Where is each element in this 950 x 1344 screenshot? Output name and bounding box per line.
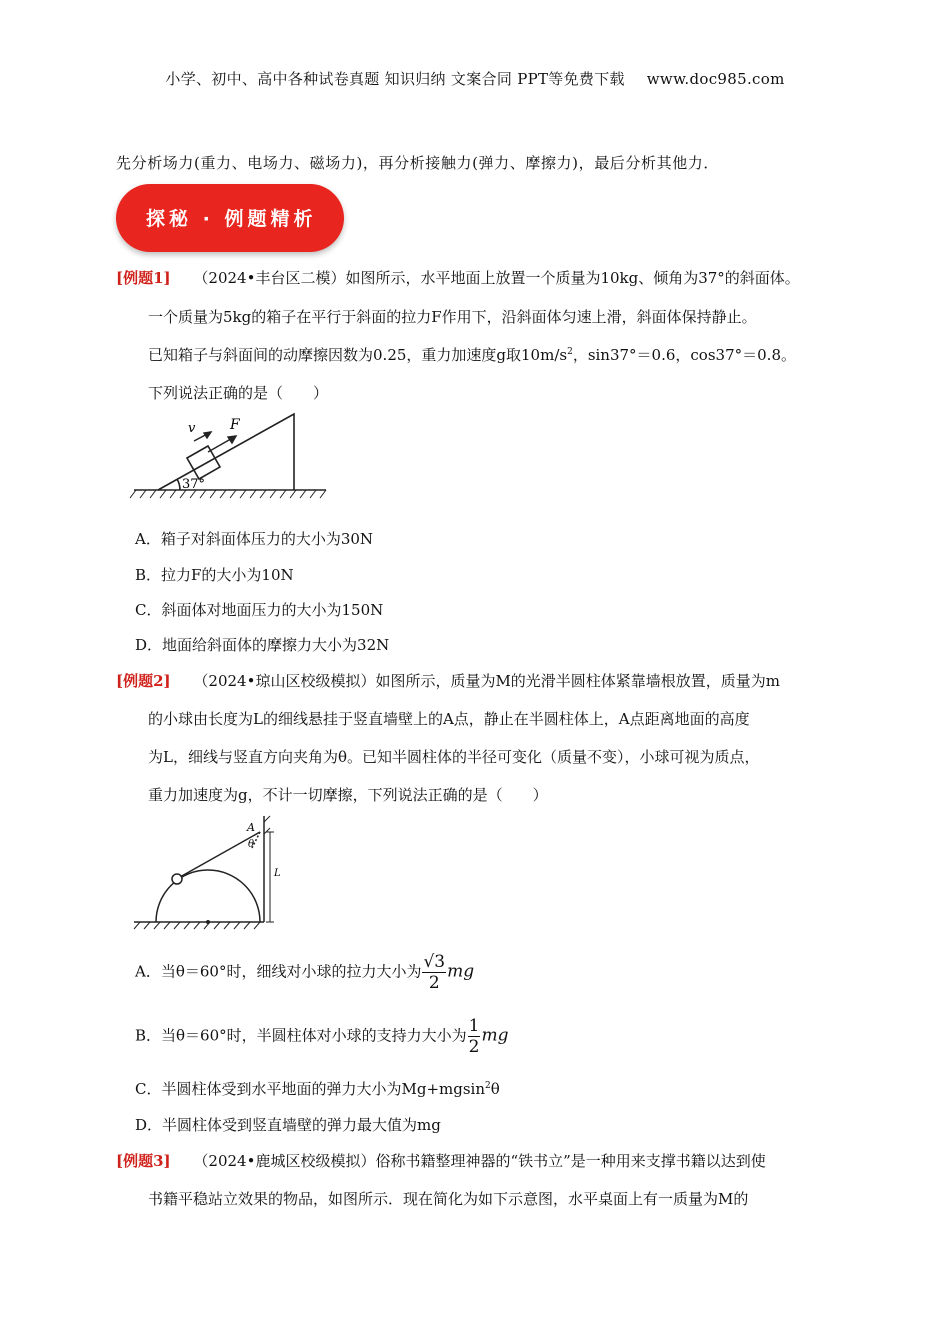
header-site-link[interactable]: www.doc985.com (646, 70, 785, 88)
theta-label: θ (248, 839, 255, 850)
example3-line1: [例题3] （2024•鹿城区校级模拟）俗称书籍整理神器的“铁书立”是一种用来支撑书籍以达到使 (116, 1152, 766, 1170)
length-label: L (274, 868, 281, 879)
example1-line2: 一个质量为5kg的箱子在平行于斜面的拉力F作用下，沿斜面体匀速上滑，斜面体保持静止。 (148, 308, 757, 326)
example2-line3: 为L，细线与竖直方向夹角为θ。已知半圆柱体的半径可变化（质量不变），小球可视为质点， (148, 748, 760, 766)
half-cylinder-figure (130, 812, 290, 934)
example1-option-a: A．箱子对斜面体压力的大小为30N (135, 530, 374, 548)
example1-line4: 下列说法正确的是（ ） (148, 384, 329, 402)
velocity-label: v (188, 421, 196, 436)
example2-line1: [例题2] （2024•琼山区校级模拟）如图所示，质量为M的光滑半圆柱体紧靠墙根放置，质量为m (116, 672, 781, 690)
force-label: F (230, 417, 240, 433)
example2-line4: 重力加速度为g，不计一切摩擦，下列说法正确的是（ ） (148, 786, 548, 804)
example3-tag: [例题3] (116, 1152, 171, 1170)
fraction: $\frac{√3}{2}$ (423, 952, 446, 993)
example1-option-d: D．地面给斜面体的摩擦力大小为32N (135, 636, 390, 654)
example2-option-b: B．当θ＝60°时，半圆柱体对小球的支持力大小为 $\frac{1}{2}$ mg (135, 1016, 509, 1057)
page-header (0, 68, 950, 89)
example3-line2: 书籍平稳站立效果的物品，如图所示．现在简化为如下示意图，水平桌面上有一质量为M的 (148, 1190, 749, 1208)
example2-option-c: C．半圆柱体受到水平地面的弹力大小为Mg+mgsin$^2$θ (135, 1080, 500, 1098)
example1-line3: 已知箱子与斜面间的动摩擦因数为0.25，重力加速度g取$10m/s^2$，sin37°＝0.6，cos37°＝0.8。 (148, 346, 796, 364)
angle-label: 37° (182, 477, 206, 492)
example1-option-c: C．斜面体对地面压力的大小为150N (135, 601, 384, 619)
banner-label: 探秘 · 例题精析 (146, 208, 317, 230)
force-arrows (194, 432, 236, 452)
section-banner (116, 184, 344, 252)
incline-figure (128, 408, 333, 503)
example2-option-d: D．半圆柱体受到竖直墙壁的弹力最大值为mg (135, 1116, 441, 1134)
example1-option-b: B．拉力F的大小为10N (135, 566, 294, 584)
intro-text: 先分析场力(重力、电场力、磁场力)，再分析接触力(弹力、摩擦力)，最后分析其他力． (116, 154, 720, 172)
point-a-label: A (247, 821, 255, 834)
example1-tag: [例题1] (116, 269, 171, 287)
fraction: $\frac{1}{2}$ (468, 1016, 480, 1057)
example2-tag: [例题2] (116, 672, 171, 690)
example1-line1: [例题1] （2024•丰台区二模）如图所示，水平地面上放置一个质量为10kg、倾角为37°的斜面体。 (116, 269, 800, 287)
example2-line2: 的小球由长度为L的细线悬挂于竖直墙壁上的A点，静止在半圆柱体上，A点距离地面的高度 (148, 710, 750, 728)
example2-option-a: A．当θ＝60°时，细线对小球的拉力大小为 $\frac{√3}{2}$ mg (135, 952, 475, 993)
header-text: 小学、初中、高中各种试卷真题 知识归纳 文案合同 PPT等免费下载 (165, 70, 625, 88)
